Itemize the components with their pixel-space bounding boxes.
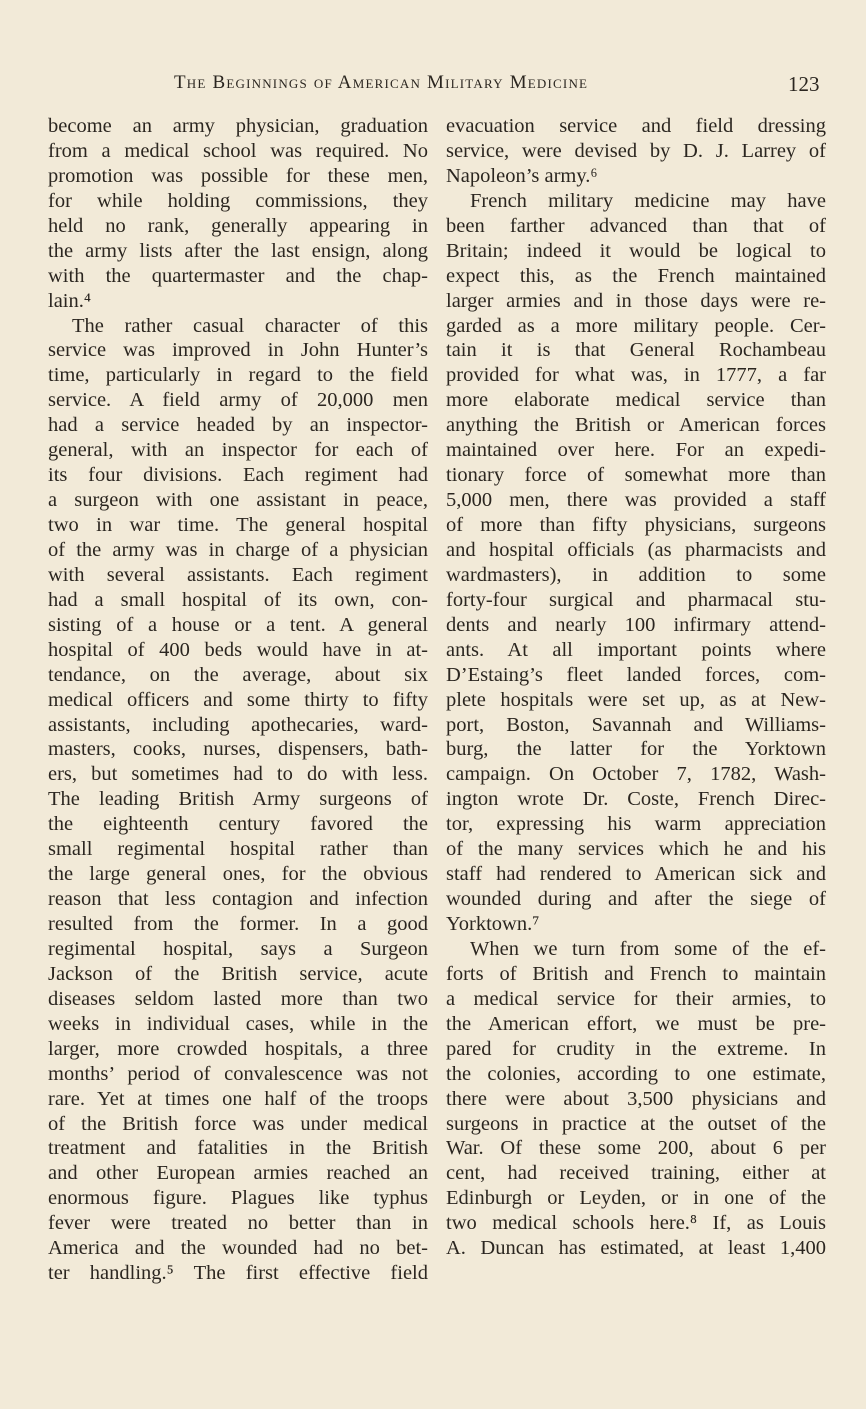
text-line: a surgeon with one assistant in peace, <box>48 489 428 512</box>
text-line: for while holding commissions, they <box>48 189 428 212</box>
text-line: medical officers and some thirty to fifty <box>48 688 428 711</box>
text-line: ington wrote Dr. Coste, French Direc- <box>446 788 826 811</box>
text-line: two in war time. The general hospital <box>48 514 428 536</box>
text-line: The rather casual character of this <box>72 314 428 337</box>
text-line: tendance, on the average, about six <box>48 663 428 686</box>
text-line: there were about 3,500 physicians and <box>446 1087 826 1110</box>
text-line: Britain; indeed it would be logical to <box>446 239 826 262</box>
text-line: enormous figure. Plagues like typhus <box>48 1187 428 1210</box>
text-line: with several assistants. Each regiment <box>48 563 428 586</box>
text-line: service was improved in John Hunter’s <box>48 339 428 362</box>
text-line: War. Of these some 200, about 6 per <box>446 1137 826 1160</box>
text-line: service. A field army of 20,000 men <box>48 389 428 412</box>
text-line: ers, but sometimes had to do with less. <box>48 763 428 786</box>
text-line: staff had rendered to American sick and <box>446 863 826 886</box>
text-line: burg, the latter for the Yorktown <box>446 738 826 761</box>
text-line: the eighteenth century favored the <box>48 813 428 836</box>
text-line: masters, cooks, nurses, dispensers, bath- <box>48 738 428 761</box>
text-line: hospital of 400 beds would have in at- <box>48 638 428 661</box>
text-line: rare. Yet at times one half of the troops <box>48 1087 428 1110</box>
text-line: of the many services which he and his <box>446 838 826 861</box>
text-line: a medical service for their armies, to <box>446 987 826 1010</box>
text-line: pared for crudity in the extreme. In <box>446 1037 826 1060</box>
text-line: surgeons in practice at the outset of the <box>446 1112 826 1135</box>
text-line: fever were treated no better than in <box>48 1212 428 1235</box>
text-line: diseases seldom lasted more than two <box>48 987 428 1010</box>
text-line: D’Estaing’s fleet landed forces, com- <box>446 663 826 686</box>
text-line: had a small hospital of its own, con- <box>48 588 428 611</box>
text-line: regimental hospital, says a Surgeon <box>48 937 428 960</box>
text-line: and hospital officials (as pharmacists and <box>446 538 826 561</box>
text-line: from a medical school was required. No <box>48 139 428 162</box>
text-line: months’ period of convalescence was not <box>48 1062 428 1085</box>
text-line: expect this, as the French maintained <box>446 264 826 287</box>
text-line: general, with an inspector for each of <box>48 439 428 462</box>
text-line: more elaborate medical service than <box>446 389 826 412</box>
text-line: small regimental hospital rather than <box>48 838 428 861</box>
text-line: A. Duncan has estimated, at least 1,400 <box>446 1237 826 1260</box>
text-line: reason that less contagion and infection <box>48 888 428 911</box>
text-line: become an army physician, graduation <box>48 115 428 137</box>
text-line: forts of British and French to maintain <box>446 962 826 985</box>
text-line: Napoleon’s army.⁶ <box>446 164 598 187</box>
page-number: 123 <box>788 72 820 96</box>
text-line: Jackson of the British service, acute <box>48 962 428 985</box>
text-line: of more than fifty physicians, surgeons <box>446 514 826 536</box>
text-line: ants. At all important points where <box>446 638 826 661</box>
text-line: ter handling.⁵ The first effective field <box>48 1262 428 1285</box>
text-line: assistants, including apothecaries, ward- <box>48 713 428 736</box>
text-line: its four divisions. Each regiment had <box>48 464 428 487</box>
text-line: held no rank, generally appearing in <box>48 214 428 237</box>
text-line: The leading British Army surgeons of <box>48 788 428 811</box>
text-line: tionary force of somewhat more than <box>446 464 826 487</box>
text-line: When we turn from some of the ef- <box>470 937 826 960</box>
text-line: the colonies, according to one estimate, <box>446 1062 826 1085</box>
right-column <box>446 114 826 1261</box>
text-line: plete hospitals were set up, as at New- <box>446 688 826 711</box>
text-line: of the army was in charge of a physician <box>48 538 428 561</box>
text-line: maintained over here. For an expedi- <box>446 439 826 462</box>
text-line: America and the wounded had no bet- <box>48 1237 428 1260</box>
text-line: of the British force was under medical <box>48 1112 428 1135</box>
text-line: sisting of a house or a tent. A general <box>48 613 428 636</box>
text-line: garded as a more military people. Cer- <box>446 314 826 337</box>
text-line: treatment and fatalities in the British <box>48 1137 428 1160</box>
text-line: evacuation service and field dressing <box>446 115 826 137</box>
text-line: the American effort, we must be pre- <box>446 1012 826 1035</box>
text-line: two medical schools here.⁸ If, as Louis <box>446 1212 826 1235</box>
text-line: port, Boston, Savannah and Williams- <box>446 713 826 736</box>
text-line: weeks in individual cases, while in the <box>48 1012 428 1035</box>
text-line: wardmasters), in addition to some <box>446 563 826 586</box>
text-line: anything the British or American forces <box>446 414 826 437</box>
text-line: larger armies and in those days were re- <box>446 289 826 312</box>
text-line: forty-four surgical and pharmacal stu- <box>446 588 826 611</box>
text-line: larger, more crowded hospitals, a three <box>48 1037 428 1060</box>
text-line: French military medicine may have <box>470 189 826 212</box>
text-line: resulted from the former. In a good <box>48 913 428 935</box>
text-line: had a service headed by an inspector- <box>48 414 428 437</box>
text-line: service, were devised by D. J. Larrey of <box>446 139 826 162</box>
text-line: with the quartermaster and the chap- <box>48 264 428 287</box>
text-line: cent, had received training, either at <box>446 1162 826 1185</box>
text-line: provided for what was, in 1777, a far <box>446 364 826 387</box>
text-line: wounded during and after the siege of <box>446 888 826 911</box>
text-line: tain it is that General Rochambeau <box>446 339 826 362</box>
running-header <box>0 70 866 100</box>
text-line: lain.⁴ <box>48 289 92 312</box>
text-line: time, particularly in regard to the field <box>48 364 428 387</box>
text-line: tor, expressing his warm appreciation <box>446 813 826 836</box>
text-line: Yorktown.⁷ <box>446 913 540 935</box>
text-line: the large general ones, for the obvious <box>48 863 428 886</box>
running-title: The Beginnings of American Military Medicine <box>174 72 589 93</box>
text-line: Edinburgh or Leyden, or in one of the <box>446 1187 826 1210</box>
text-line: and other European armies reached an <box>48 1162 428 1185</box>
text-line: campaign. On October 7, 1782, Wash- <box>446 763 826 786</box>
text-line: dents and nearly 100 infirmary attend- <box>446 613 826 636</box>
text-line: 5,000 men, there was provided a staff <box>446 489 826 512</box>
text-line: the army lists after the last ensign, along <box>48 239 428 262</box>
left-column <box>48 114 428 1286</box>
text-line: been farther advanced than that of <box>446 214 826 237</box>
text-line: promotion was possible for these men, <box>48 164 428 187</box>
